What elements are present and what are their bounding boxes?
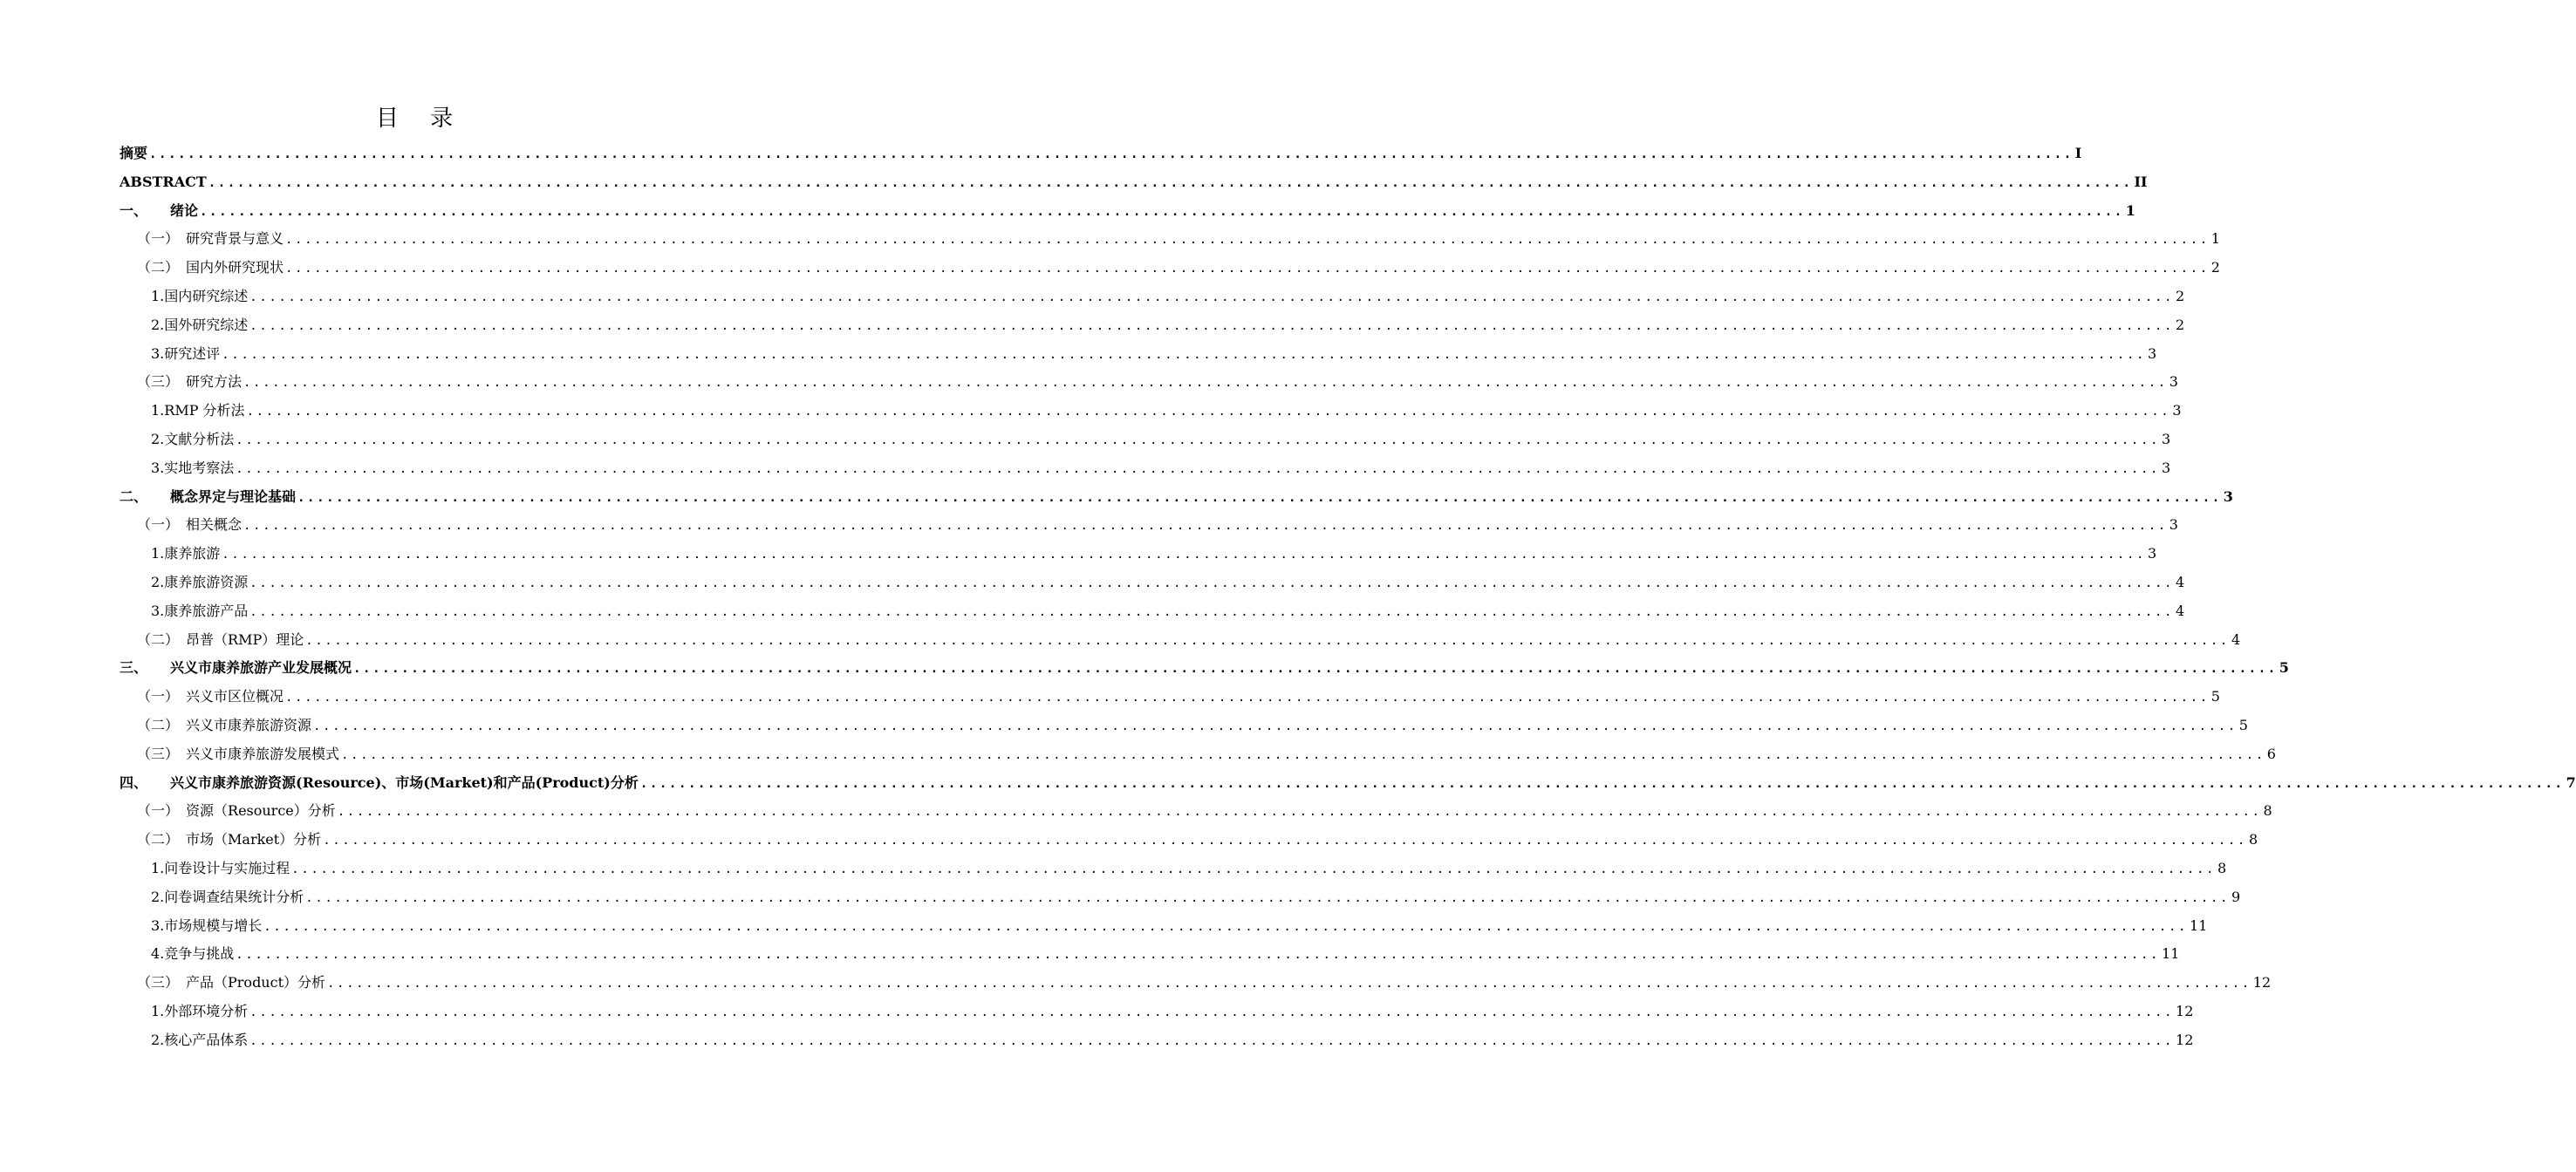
- toc-entry[interactable]: [120, 769, 2576, 798]
- toc-leader-dots: ........................................................................................................................................................................................................: [208, 175, 2133, 190]
- toc-leader-dots: ........................................................................................................................................................................................................: [353, 662, 2278, 677]
- toc-entry-page-number: 2: [2176, 287, 2185, 304]
- toc-entry-number: 1.: [151, 1002, 165, 1019]
- toc-entry-number: 2.: [151, 430, 165, 447]
- toc-leader-dots: ........................................................................................................................................................................................................: [246, 405, 2171, 419]
- toc-leader-dots: ........................................................................................................................................................................................................: [305, 890, 2231, 905]
- toc-entry-label: 问卷设计与实施过程: [164, 859, 290, 876]
- toc-entry-page-number: 8: [2217, 859, 2227, 876]
- toc-entry-label: 绪论: [170, 201, 199, 219]
- toc-entry-label: 实地考察法: [164, 459, 235, 476]
- toc-entry[interactable]: [120, 797, 2272, 826]
- toc-entry[interactable]: [120, 197, 2135, 226]
- toc-entry-number: 3.: [151, 916, 165, 934]
- toc-entry-label: 相关概念: [186, 516, 243, 534]
- toc-entry[interactable]: [120, 826, 2258, 855]
- toc-leader-dots: ........................................................................................................................................................................................................: [639, 776, 2565, 791]
- toc-entry[interactable]: [120, 712, 2248, 740]
- toc-entry-page-number: 3: [2169, 373, 2178, 391]
- toc-entry[interactable]: [120, 483, 2233, 512]
- toc-entry-number: （一）: [137, 688, 180, 705]
- toc-entry-number: （一）: [137, 516, 180, 534]
- toc-entry-page-number: 2: [2210, 259, 2220, 276]
- toc-entry-number: 2.: [151, 573, 165, 590]
- toc-leader-dots: ........................................................................................................................................................................................................: [249, 1005, 2175, 1019]
- toc-entry-label: 兴义市康养旅游产业发展概况: [170, 659, 352, 677]
- toc-entry-number: （一）: [137, 230, 180, 248]
- toc-entry-label: 昂普（RMP）理论: [186, 630, 304, 648]
- toc-entry-label: 核心产品体系: [164, 1031, 249, 1048]
- toc-entry[interactable]: [120, 140, 2082, 168]
- toc-entry-number: （二）: [137, 259, 180, 276]
- toc-entry-number: 2.: [151, 316, 165, 333]
- toc-leader-dots: ........................................................................................................................................................................................................: [236, 948, 2161, 963]
- toc-entry-label: 研究背景与意义: [186, 230, 284, 248]
- toc-entry-number: 2.: [151, 888, 165, 905]
- toc-entry[interactable]: [120, 168, 2148, 197]
- toc-entry-number: 3.: [151, 344, 165, 362]
- toc-entry-number: （二）: [137, 831, 180, 848]
- toc-leader-dots: ........................................................................................................................................................................................................: [249, 290, 2175, 304]
- toc-entry-number: （三）: [137, 373, 180, 391]
- toc-entry[interactable]: [120, 855, 2227, 883]
- toc-leader-dots: ........................................................................................................................................................................................................: [243, 376, 2168, 391]
- toc-title: 目 录: [375, 106, 466, 132]
- toc-leader-dots: ........................................................................................................................................................................................................: [236, 461, 2161, 476]
- toc-leader-dots: ........................................................................................................................................................................................................: [149, 147, 2074, 161]
- toc-entry-label: 国外研究综述: [164, 316, 249, 333]
- toc-entry-page-number: 3: [2148, 545, 2157, 562]
- toc-entry-label: ABSTRACT: [120, 173, 207, 190]
- toc-entry-page-number: 1: [2125, 201, 2135, 219]
- toc-entry-label: 兴义市康养旅游发展模式: [186, 745, 340, 762]
- toc-entry-label: 资源（Resource）分析: [186, 802, 336, 820]
- toc-entry[interactable]: [120, 969, 2272, 998]
- toc-entry-number: （三）: [137, 745, 180, 762]
- toc-entry-page-number: 4: [2176, 602, 2185, 619]
- toc-leader-dots: ........................................................................................................................................................................................................: [243, 519, 2168, 534]
- toc-entry-number: 三、: [120, 659, 148, 677]
- toc-entry-number: 一、: [120, 201, 148, 219]
- toc-leader-dots: ........................................................................................................................................................................................................: [291, 862, 2217, 876]
- toc-entry[interactable]: [120, 626, 2241, 655]
- toc-entry-page-number: 2: [2176, 316, 2185, 333]
- toc-entry-number: （三）: [137, 974, 180, 991]
- toc-entry-number: （二）: [137, 716, 180, 733]
- toc-leader-dots: ........................................................................................................................................................................................................: [327, 977, 2251, 991]
- toc-entry[interactable]: [120, 998, 2194, 1026]
- toc-entry[interactable]: [120, 340, 2157, 369]
- toc-entry-number: 3.: [151, 459, 165, 476]
- toc-entry-number: （一）: [137, 802, 180, 820]
- toc-entry-page-number: 8: [2263, 802, 2272, 820]
- toc-entry-label: 康养旅游资源: [164, 573, 249, 590]
- toc-leader-dots: ........................................................................................................................................................................................................: [297, 490, 2222, 505]
- toc-leader-dots: ........................................................................................................................................................................................................: [285, 233, 2210, 248]
- toc-entry-page-number: 3: [2162, 459, 2171, 476]
- toc-entry[interactable]: [120, 426, 2171, 454]
- toc-leader-dots: ........................................................................................................................................................................................................: [249, 576, 2175, 590]
- toc-entry-label: 国内外研究现状: [186, 259, 284, 276]
- toc-leader-dots: ........................................................................................................................................................................................................: [313, 719, 2238, 733]
- toc-entry[interactable]: [120, 368, 2178, 397]
- toc-entry-label: RMP 分析法: [164, 402, 245, 419]
- toc-leader-dots: ........................................................................................................................................................................................................: [285, 262, 2210, 276]
- toc-entry-page-number: I: [2074, 145, 2082, 161]
- toc-entry-label: 兴义市区位概况: [186, 688, 284, 705]
- toc-entry-number: （二）: [137, 630, 180, 648]
- toc-entry-label: 康养旅游产品: [164, 602, 249, 619]
- toc-entry-page-number: 3: [2148, 344, 2157, 362]
- toc-entry-label: 摘要: [120, 145, 148, 161]
- toc-entry[interactable]: [120, 283, 2185, 311]
- toc-entry-number: 四、: [120, 773, 148, 791]
- toc-entry-label: 康养旅游: [164, 545, 221, 562]
- toc-entry-label: 兴义市康养旅游资源(Resource)、市场(Market)和产品(Product)分析: [170, 773, 639, 791]
- toc-entry-page-number: 11: [2190, 916, 2208, 934]
- toc-entry[interactable]: [120, 511, 2178, 540]
- toc-entry-page-number: 8: [2248, 831, 2258, 848]
- toc-entry[interactable]: [120, 397, 2182, 426]
- toc-entry-label: 概念界定与理论基础: [170, 487, 297, 505]
- toc-entry-label: 竞争与挑战: [164, 945, 235, 963]
- toc-leader-dots: ........................................................................................................................................................................................................: [249, 1033, 2175, 1048]
- toc-entry-number: 1.: [151, 402, 165, 419]
- toc-entry-label: 国内研究综述: [164, 287, 249, 304]
- toc-entry-page-number: 3: [2162, 430, 2171, 447]
- toc-leader-dots: ........................................................................................................................................................................................................: [285, 691, 2210, 705]
- toc-entry-label: 兴义市康养旅游资源: [186, 716, 312, 733]
- toc-entry-page-number: 3: [2223, 487, 2233, 505]
- toc-entry[interactable]: [120, 654, 2289, 683]
- toc-leader-dots: ........................................................................................................................................................................................................: [341, 747, 2265, 762]
- toc-entry-page-number: 5: [2238, 716, 2248, 733]
- toc-entry-number: 1.: [151, 287, 165, 304]
- toc-entry-number: 4.: [151, 945, 165, 963]
- toc-entry-label: 产品（Product）分析: [186, 974, 326, 991]
- toc-entry-page-number: 12: [2176, 1031, 2194, 1048]
- toc-entry-page-number: 1: [2210, 230, 2220, 248]
- toc-leader-dots: ........................................................................................................................................................................................................: [305, 633, 2230, 648]
- toc-entry-page-number: II: [2134, 173, 2148, 190]
- toc-leader-dots: ........................................................................................................................................................................................................: [337, 805, 2262, 820]
- toc-leader-dots: ........................................................................................................................................................................................................: [200, 204, 2124, 219]
- toc-entry-number: 3.: [151, 602, 165, 619]
- toc-entry-page-number: 4: [2231, 630, 2241, 648]
- toc-entry-label: 问卷调查结果统计分析: [164, 888, 304, 905]
- toc-leader-dots: ........................................................................................................................................................................................................: [249, 318, 2175, 333]
- toc-entry[interactable]: [120, 597, 2185, 626]
- toc-entry-page-number: 11: [2162, 945, 2180, 963]
- toc-entry[interactable]: [120, 1026, 2194, 1055]
- toc-entry-page-number: 5: [2210, 688, 2220, 705]
- table-of-contents: [120, 140, 2576, 1055]
- toc-entry[interactable]: [120, 683, 2220, 712]
- toc-entry-number: 1.: [151, 545, 165, 562]
- toc-entry-label: 外部环境分析: [164, 1002, 249, 1019]
- toc-entry-page-number: 3: [2172, 402, 2182, 419]
- toc-leader-dots: ........................................................................................................................................................................................................: [236, 433, 2161, 447]
- toc-entry[interactable]: [120, 912, 2208, 941]
- toc-entry-label: 研究述评: [164, 344, 221, 362]
- toc-entry-label: 市场规模与增长: [164, 916, 263, 934]
- toc-entry[interactable]: [120, 569, 2185, 597]
- toc-entry[interactable]: [120, 883, 2241, 912]
- toc-entry-label: 文献分析法: [164, 430, 235, 447]
- toc-leader-dots: ........................................................................................................................................................................................................: [222, 548, 2147, 562]
- toc-entry-page-number: 7: [2566, 773, 2576, 791]
- toc-entry[interactable]: [120, 940, 2180, 969]
- toc-entry-number: 1.: [151, 859, 165, 876]
- toc-entry-label: 研究方法: [186, 373, 243, 391]
- toc-entry[interactable]: [120, 254, 2220, 283]
- toc-entry-number: 2.: [151, 1031, 165, 1048]
- toc-entry-page-number: 12: [2176, 1002, 2194, 1019]
- toc-entry-page-number: 4: [2176, 573, 2185, 590]
- toc-entry-page-number: 6: [2266, 745, 2276, 762]
- toc-entry-page-number: 3: [2169, 516, 2178, 534]
- toc-entry[interactable]: [120, 225, 2220, 254]
- toc-entry[interactable]: [120, 540, 2157, 569]
- toc-leader-dots: ........................................................................................................................................................................................................: [249, 604, 2175, 619]
- toc-entry-page-number: 12: [2252, 974, 2272, 991]
- toc-leader-dots: ........................................................................................................................................................................................................: [323, 834, 2247, 848]
- toc-leader-dots: ........................................................................................................................................................................................................: [263, 919, 2189, 934]
- toc-entry[interactable]: [120, 454, 2171, 483]
- toc-entry[interactable]: [120, 740, 2276, 769]
- toc-entry-number: 二、: [120, 487, 148, 505]
- toc-entry-page-number: 5: [2279, 659, 2289, 677]
- toc-leader-dots: ........................................................................................................................................................................................................: [222, 347, 2147, 362]
- toc-entry[interactable]: [120, 311, 2185, 340]
- toc-entry-page-number: 9: [2231, 888, 2241, 905]
- toc-entry-label: 市场（Market）分析: [186, 831, 322, 848]
